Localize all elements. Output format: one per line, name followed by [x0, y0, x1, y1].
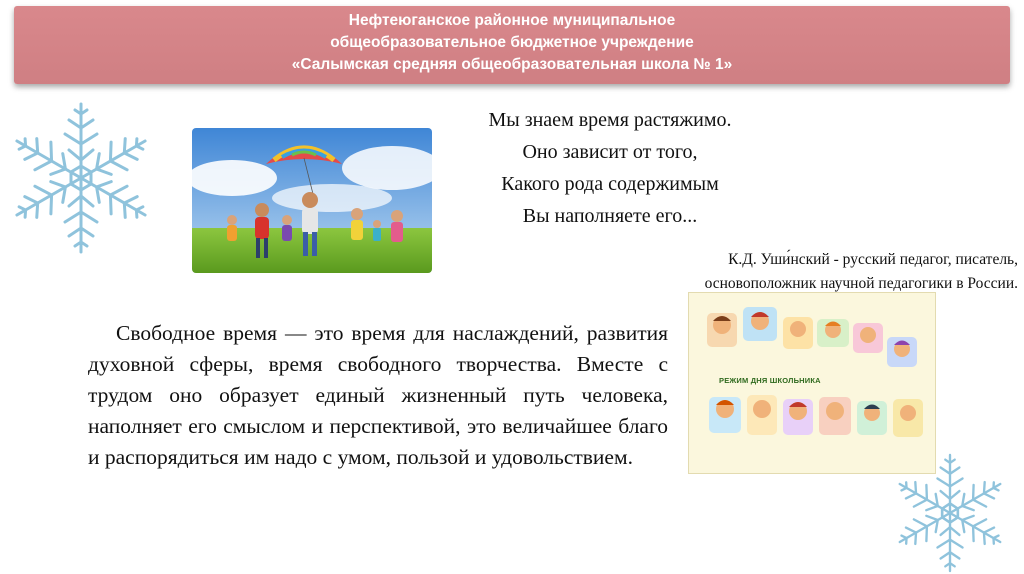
poem-line-2: Оно зависит от того,	[522, 141, 698, 163]
header-line-1: Нефтеюганское районное муниципальное	[348, 12, 676, 29]
poem-line-3: Какого рода содержимым	[501, 173, 719, 195]
author-line-1: К.Д. Уши́нский - русский педагог, писатель,	[728, 251, 1018, 268]
header-banner	[14, 6, 1010, 84]
main-paragraph: Свободное время — это время для наслаждений, развития духовной сферы, время свободного творчества. Вместе с трудом оно образует единый жизненный путь человека, наполняет его смыслом и перспективой, это величайшее благо и распорядиться им надо с умом, пользой и удовольствием.	[88, 321, 668, 469]
children-kite-photo	[192, 128, 432, 273]
routine-title: РЕЖИМ ДНЯ ШКОЛЬНИКА	[719, 376, 821, 385]
poem-line-1: Мы знаем время растяжимо.	[488, 109, 732, 131]
snowflake-icon	[8, 94, 154, 262]
poem-quote	[420, 104, 800, 232]
author-line-2: основоположник научной педагогики в России.	[704, 275, 1018, 292]
poem-line-4: Вы наполняете его...	[522, 205, 698, 227]
header-line-3: «Салымская средняя общеобразовательная школа № 1»	[291, 56, 733, 73]
header-line-2: общеобразовательное бюджетное учреждение	[330, 34, 694, 51]
daily-routine-image	[688, 292, 936, 474]
author-attribution	[560, 248, 1018, 296]
